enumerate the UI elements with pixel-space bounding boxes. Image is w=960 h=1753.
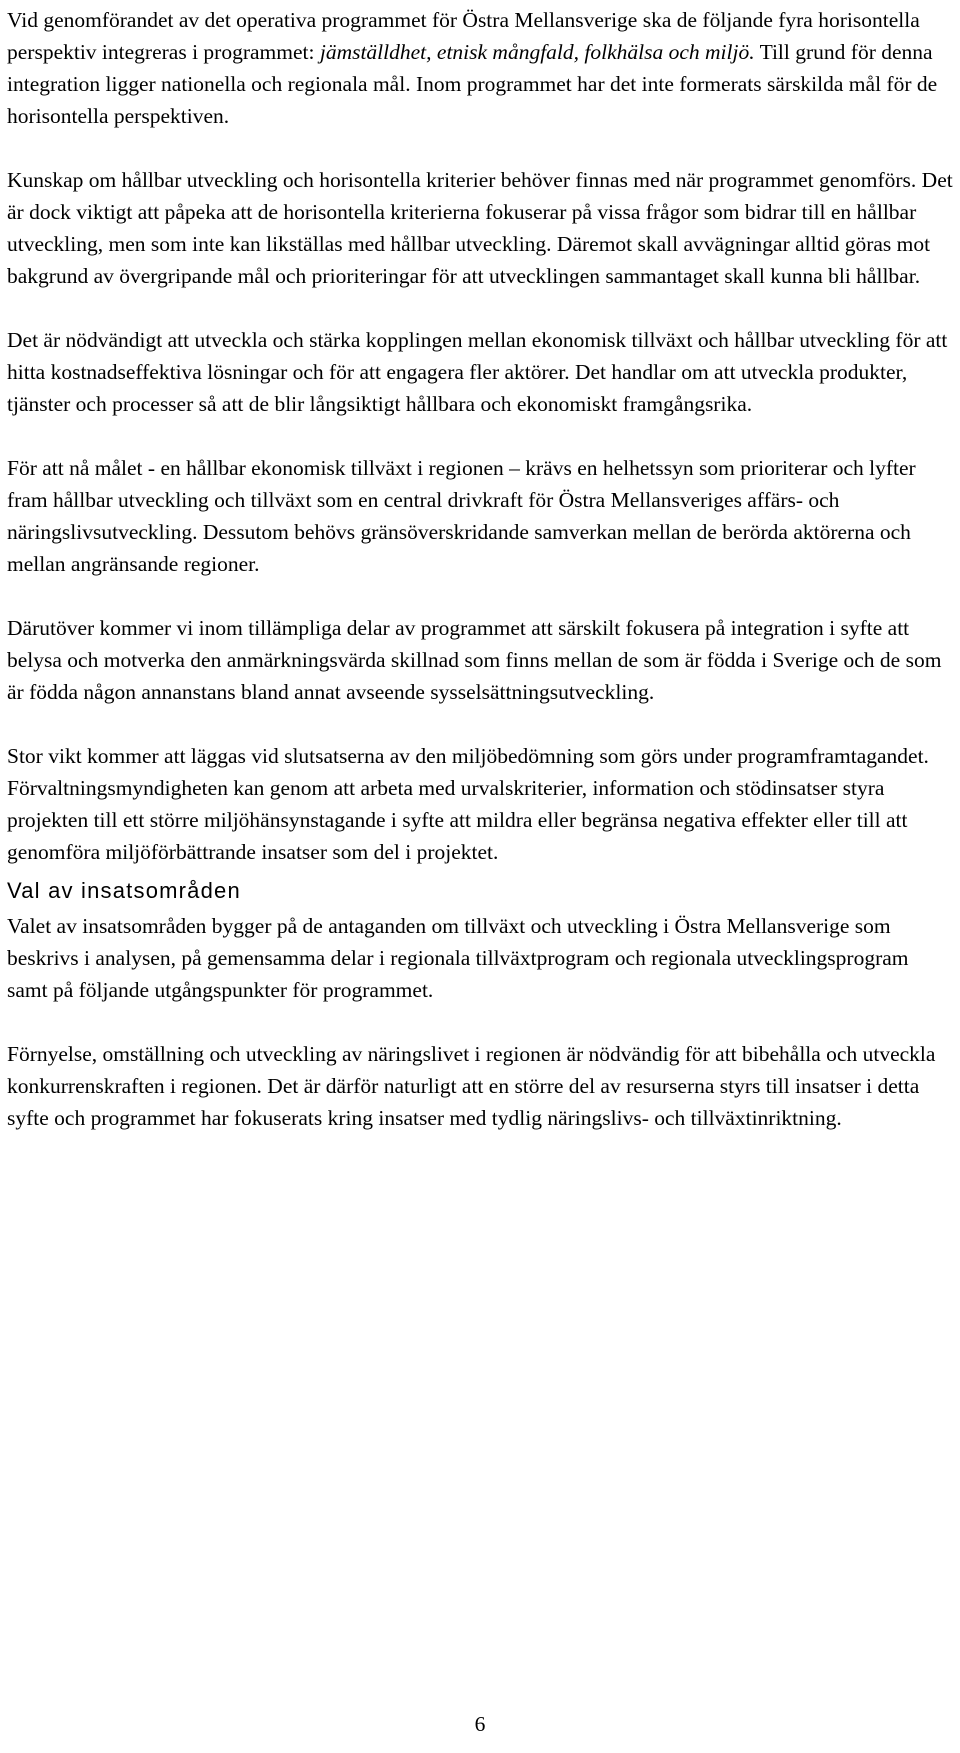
paragraph-holistic-view: För att nå målet - en hållbar ekonomisk tillväxt i regionen – krävs en helhetssyn som prioriterar och lyfter fram hållbar utveckling och tillväxt som en central drivkraft för Östra Mellansveriges affärs- och näringslivsutveckling. Dessutom behövs gränsöverskridande samverkan mellan de berörda aktörerna och mellan angränsande regioner. — [7, 456, 916, 576]
page-number: 6 — [474, 1712, 486, 1736]
section-heading: Val av insatsområden — [7, 878, 241, 903]
paragraph-text: Till grund för denna integration ligger nationella och regionala mål. Inom programmet har det inte formerats särskilda mål för de horisontella perspektiven. — [7, 40, 938, 128]
paragraph-economic-growth: Det är nödvändigt att utveckla och stärka kopplingen mellan ekonomisk tillväxt och hållbar utveckling för att hitta kostnadseffektiva lösningar och för att engagera fler aktörer. Det handlar om att utveckla produkter, tjänster och processer så att de blir långsiktigt hållbara och ekonomiskt framgångsrika. — [7, 328, 948, 416]
perspectives-emphasis: jämställdhet, etnisk mångfald, folkhälsa och miljö. — [319, 40, 755, 64]
paragraph-environmental-assessment: Stor vikt kommer att läggas vid slutsatserna av den miljöbedömning som görs under programframtagandet. Förvaltningsmyndigheten kan genom att arbeta med urvalskriterier, information och stödinsatser styra projekten till ett större miljöhänsynstagande i syfte att mildra eller begränsa negativa effekter eller till att genomföra miljöförbättrande insatser som del i projektet. — [7, 744, 929, 864]
paragraph-choice-of-areas: Valet av insatsområden bygger på de antaganden om tillväxt och utveckling i Östra Mellansverige som beskrivs i analysen, på gemensamma delar i regionala tillväxtprogram och regionala utvecklingsprogram samt på följande utgångspunkter för programmet. — [7, 914, 909, 1002]
paragraph-renewal: Förnyelse, omställning och utveckling av näringslivet i regionen är nödvändig för att bibehålla och utveckla konkurrenskraften i regionen. Det är därför naturligt att en större del av resurserna styrs till insatser i detta syfte och programmet har fokuserats kring insatser med tydlig näringslivs- och tillväxtinriktning. — [7, 1042, 936, 1130]
document-page — [7, 4, 953, 1166]
paragraph-integration: Därutöver kommer vi inom tillämpliga delar av programmet att särskilt fokusera på integration i syfte att belysa och motverka den anmärkningsvärda skillnad som finns mellan de som är födda i Sverige och de som är födda någon annanstans bland annat avseende sysselsättningsutveckling. — [7, 616, 942, 704]
paragraph-horizontal-perspectives — [7, 4, 953, 132]
paragraph-sustainable-development: Kunskap om hållbar utveckling och horisontella kriterier behöver finnas med när programmet genomförs. Det är dock viktigt att påpeka att de horisontella kriterierna fokuserar på vissa frågor som bidrar till en hållbar utveckling, men som inte kan likställas med hållbar utveckling. Däremot skall avvägningar alltid göras mot bakgrund av övergripande mål och prioriteringar för att utvecklingen sammantaget skall kunna bli hållbar. — [7, 168, 953, 288]
paragraph-text: Vid genomförandet av det operativa programmet för Östra Mellansverige ska de följande fyra horisontella perspektiv integreras i programmet: — [7, 8, 920, 64]
